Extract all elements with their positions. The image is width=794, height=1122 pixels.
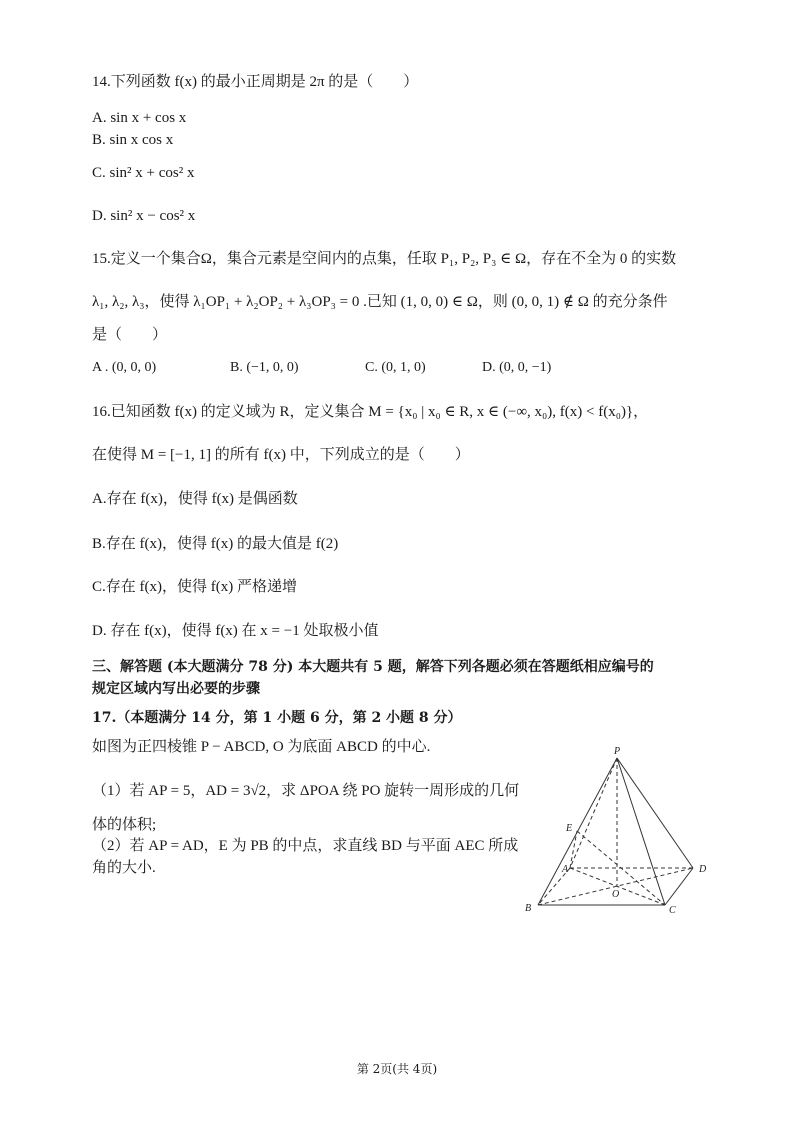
q15-option-a: A . (0, 0, 0): [92, 360, 157, 375]
q14-option-b: B. sin x cos x: [92, 132, 174, 148]
edge-pd: [617, 758, 693, 868]
label-a: A: [562, 864, 569, 875]
q16-option-a: A.存在 f(x)，使得 f(x) 是偶函数: [92, 491, 298, 507]
q16-option-c: C.存在 f(x)，使得 f(x) 严格递增: [92, 579, 297, 595]
q17-part2-line1: （2）若 AP = AD，E 为 PB 的中点，求直线 BD 与平面 AEC 所成: [92, 838, 519, 854]
label-c: C: [669, 905, 676, 916]
q15-option-d: D. (0, 0, −1): [482, 360, 552, 375]
q15-line3: 是（ ）: [92, 327, 168, 343]
label-b: B: [525, 903, 532, 914]
label-e: E: [566, 823, 573, 834]
label-p: P: [614, 746, 621, 757]
q16-line2: 在使得 M = [−1, 1] 的所有 f(x) 中，下列成立的是（ ）: [92, 447, 470, 463]
section3-heading-line2: 规定区域内写出必要的步骤: [92, 681, 260, 697]
segment-ae: [570, 831, 577, 868]
section3-heading-line1: 三、解答题 (本大题满分 78 分) 本大题共有 5 题，解答下列各题必须在答题纸相应编号的: [92, 659, 654, 675]
q15-option-b: B. (−1, 0, 0): [230, 360, 299, 375]
q17-part1-line2: 体的体积;: [92, 817, 157, 833]
label-o: O: [612, 889, 620, 900]
q14-option-a: A. sin x + cos x: [92, 110, 187, 126]
edge-pa: [570, 758, 617, 868]
q14-option-d: D. sin² x − cos² x: [92, 208, 196, 224]
q17-header: 17.（本题满分 14 分，第 1 小题 6 分，第 2 小题 8 分）: [92, 710, 462, 726]
q14-option-c: C. sin² x + cos² x: [92, 165, 195, 181]
q17-intro: 如图为正四棱锥 P − ABCD, O 为底面 ABCD 的中心.: [92, 739, 431, 755]
q16-line1: 16.已知函数 f(x) 的定义域为 R，定义集合 M = {x₀ | x₀ ∈ R, x ∈ (−∞, x₀), f(x) < f(x₀)}，: [92, 404, 649, 420]
q17-part1-line1: （1）若 AP = 5，AD = 3√2，求 ΔPOA 绕 PO 旋转一周形成的几何: [92, 783, 520, 799]
q16-option-d: D. 存在 f(x)，使得 f(x) 在 x = −1 处取极小值: [92, 623, 379, 639]
edge-pc: [617, 758, 665, 905]
segment-ec: [577, 831, 665, 905]
q15-line1: 15.定义一个集合Ω，集合元素是空间内的点集，任取 P₁, P₂, P₃ ∈ Ω，存在不全为 0 的实数: [92, 251, 677, 267]
q15-option-c: C. (0, 1, 0): [365, 360, 426, 375]
q16-option-b: B.存在 f(x)，使得 f(x) 的最大值是 f(2): [92, 536, 339, 552]
pyramid-figure: [515, 745, 720, 920]
q17-part2-line2: 角的大小.: [92, 860, 156, 876]
q15-line2: λ₁, λ₂, λ₃，使得 λ₁OP₁ + λ₂OP₂ + λ₃OP₃ = 0 .已知 (1, 0, 0) ∈ Ω，则 (0, 0, 1) ∉ Ω 的充分条件: [92, 294, 668, 310]
label-d: D: [699, 864, 707, 875]
q14-stem: 14.下列函数 f(x) 的最小正周期是 2π 的是（ ）: [92, 74, 419, 90]
page-footer: 第 2页(共 4页): [356, 1062, 438, 1076]
